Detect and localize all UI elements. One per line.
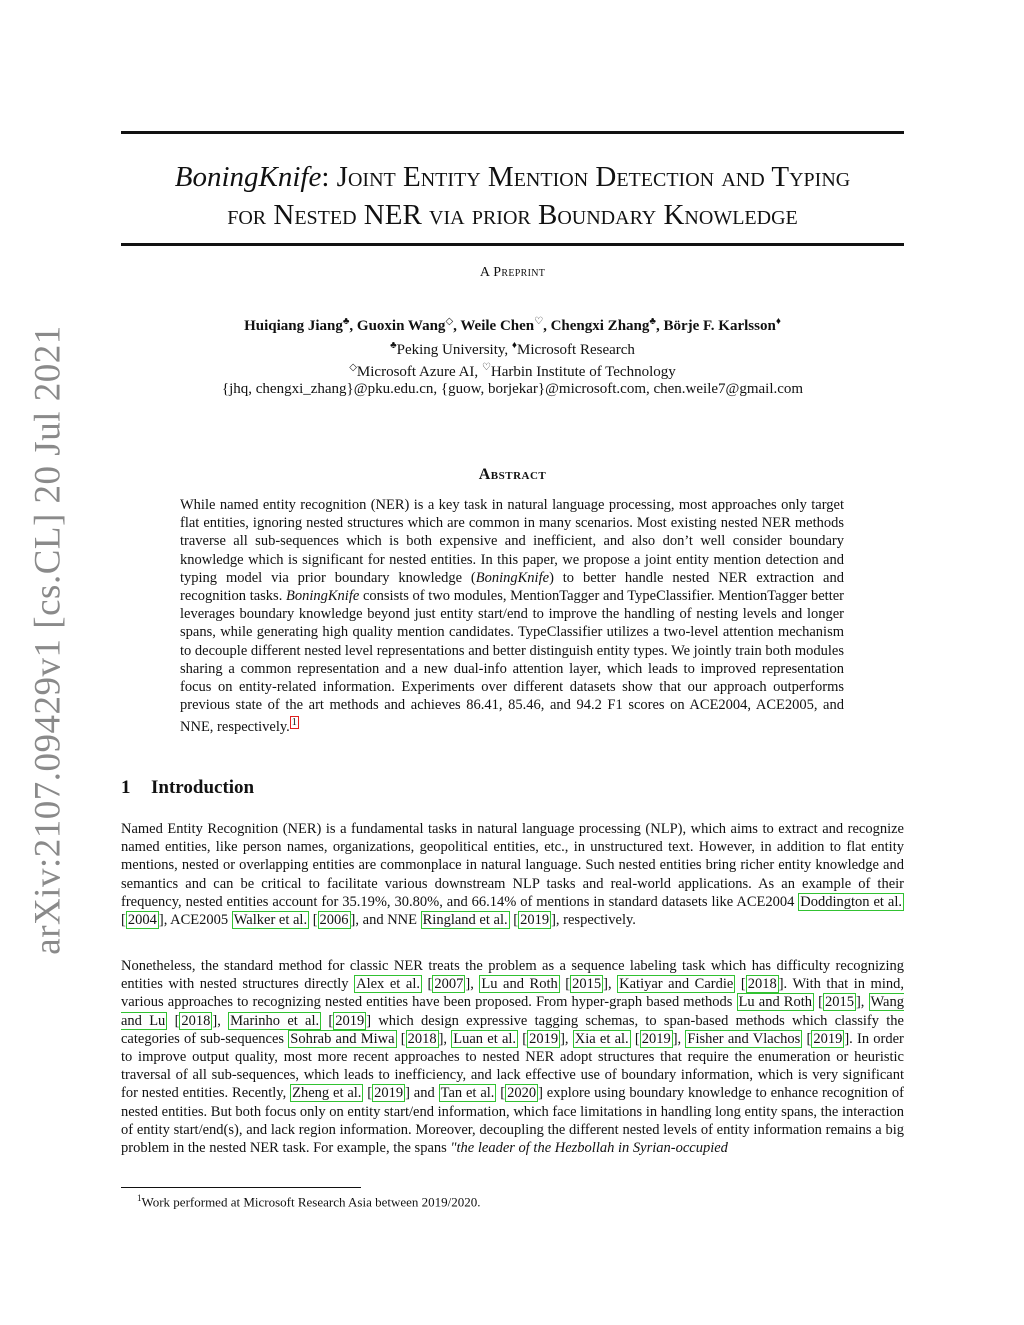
citation-link[interactable]: 2019 <box>529 1030 559 1047</box>
citation-link[interactable]: 2018 <box>747 976 777 993</box>
title-top-rule <box>121 131 904 134</box>
citation-link[interactable]: Katiyar and Cardie <box>619 976 734 993</box>
arxiv-sidebar-stamp: arXiv:2107.09429v1 [cs.CL] 20 Jul 2021 <box>27 325 69 955</box>
citation-link[interactable]: Zheng et al. <box>292 1085 362 1102</box>
footnote: $^1$Work performed at Microsoft Research Asia between 2019/2020. <box>137 1193 481 1210</box>
abstract-heading: Abstract <box>478 466 547 483</box>
author-name: Guoxin Wang <box>356 318 446 334</box>
author-list: Huiqiang Jiang♣, Guoxin Wang◇, Weile Chen♡, Chengxi Zhang♣, Börje F. Karlsson♦ <box>244 316 781 334</box>
citation-link[interactable]: Lu and Roth <box>481 976 558 993</box>
citation-link[interactable]: 2020 <box>507 1085 537 1102</box>
section-heading-introduction: 1 Introduction <box>121 777 255 798</box>
footnote-link[interactable]: 1 <box>291 717 297 729</box>
intro-paragraph-1: Named Entity Recognition (NER) is a fundamental tasks in natural language processing (NLP), which aims to extract and recognize named entities, like person names, organizations, geopolitical entities, etc., in unstructured text. However, in addition to flat entity mentions, nested or overlapping entities are commonplace in natural language. Such nested entities bring richer entity knowledge and semantics and can be critical to facilitate various downstream NLP tasks and real-world applications. As an example of their frequency, nested entities account for 35.19%, 30.80%, and 66.14% of mentions in standard datasets like ACE2004 Doddington et al. [ 2004 ], ACE2005 Walker et al. [ 2006 ], and NNE Ringland et al. [ 2019 ], respectively. <box>121 821 904 929</box>
citation-link[interactable]: Walker et al. <box>233 912 308 929</box>
citation-link[interactable]: Ringland et al. <box>422 912 508 929</box>
abstract-body: While named entity recognition (NER) is a key task in natural language processing, most approaches only target flat entities, ignoring nested structures which are common in many scenarios. Most existing nested NER methods traverse all sub-sequences which is both expensive and inefficient, and also don’t well consider boundary knowledge which is significant for nested entities. In this paper, we propose a joint entity mention detection and typing model via prior boundary knowledge (BoningKnife) to better handle nested NER extraction and recognition tasks. BoningKnife consists of two modules, MentionTagger and TypeClassifier. MentionTagger better leverages boundary knowledge beyond just entity start/end to improve the handling of nesting levels and longer spans, while generating high quality mention candidates. TypeClassifier utilizes a two-level attention mechanism to decouple different nested level representations and better distinguish entity types. We jointly train both modules sharing a common representation and a new dual-info attention layer, which leads to improved representation focus on entity-related information. Experiments over different datasets show that our approach outperforms previous state of the art methods and achieves 86.41, 85.46, and 94.2 F1 scores on ACE2004, ACE2005, and NNE, respectively. $^1$ <box>180 497 845 736</box>
citation-link[interactable]: Alex et al. <box>356 976 420 993</box>
title-bottom-rule <box>121 243 904 246</box>
intro-paragraph-2: Nonetheless, the standard method for classic NER treats the problem as a sequence labeling task which has difficulty recognizing entities with nested structures directly Alex et al. [ 2007 ], Lu and Roth [ 2015 ], Katiyar and Cardie [ 2018 ]. With that in mind, various approaches to recognizing nested entities have been proposed. From hyper-graph based methods Lu and Roth [ 2015 ], Wang and Lu [ 2018 ], Marinho et al. [ 2019 ] which design expressive tagging schemas, to span-based methods which classify the categories of sub-sequences Sohrab and Miwa [ 2018 ], Luan et al. [ 2019 ], Xia et al. [ 2019 ], Fisher and Vlachos [ 2019 ]. In order to improve output quality, most more recent approaches to nested NER adopt structures that require the enumeration or heuristic traversal of all sub-sequences, which leads to inefficiency, and lack effective use of boundary information, which is very significant for nested entities. Recently, Zheng et al. [ 2019 ] and Tan et al. [ 2020 ] explore using boundary knowledge to enhance recognition of nested entities. But both focus only on entity start/end information, which face limitations in handling long entity spans, the interaction of entity start/end(s), and lack region information. Moreover, decoupling the different nested levels of entity information remains a big problem in the nested NER task. For example, the spans "the leader of the Hezbollah in Syrian-occupied <box>121 958 904 1157</box>
citation-link[interactable]: 2019 <box>520 912 550 929</box>
citation-link[interactable]: 2019 <box>374 1085 404 1102</box>
citation-link[interactable]: Luan et al. <box>453 1030 517 1047</box>
preprint-label: A Preprint <box>479 265 546 280</box>
author-name: Huiqiang Jiang <box>244 318 343 334</box>
author-name: Börje F. Karlsson <box>663 318 776 334</box>
citation-link[interactable]: 2007 <box>434 976 464 993</box>
citation-link[interactable]: Marinho et al. <box>230 1012 320 1029</box>
affiliation-line-2: ◇Microsoft Azure AI, ♡Harbin Institute of Technology <box>349 362 676 380</box>
citation-link[interactable]: 2015 <box>572 976 602 993</box>
citation-link[interactable]: Wang and Lu <box>121 994 904 1029</box>
affiliation-line-1: ♣Peking University, ♦Microsoft Research <box>390 340 635 358</box>
citation-link[interactable]: 2019 <box>641 1030 671 1047</box>
citation-link[interactable]: Fisher and Vlachos <box>687 1030 801 1047</box>
citation-link[interactable]: 2004 <box>127 912 157 929</box>
citation-link[interactable]: Doddington et al. <box>800 893 902 910</box>
citation-link[interactable]: 2006 <box>319 912 349 929</box>
citation-link[interactable]: 2018 <box>407 1030 437 1047</box>
citation-link[interactable]: Lu and Roth <box>738 994 812 1011</box>
citation-link[interactable]: Tan et al. <box>440 1085 495 1102</box>
citation-link[interactable]: 2019 <box>813 1030 843 1047</box>
author-name: Chengxi Zhang <box>550 318 650 334</box>
citation-link[interactable]: Sohrab and Miwa <box>290 1030 395 1047</box>
citation-link[interactable]: 2019 <box>335 1012 365 1029</box>
author-emails: {jhq, chengxi_zhang}@pku.edu.cn, {guow, borjekar}@microsoft.com, chen.weile7@gmail.com <box>221 381 804 397</box>
author-name: Weile Chen <box>460 318 535 334</box>
citation-link[interactable]: 2015 <box>824 994 854 1011</box>
citation-link[interactable]: Xia et al. <box>574 1030 629 1047</box>
paper-title: BoningKnife: Joint Entity Mention Detection and Typing for Nested NER via prior Boundary Knowledge <box>174 161 851 231</box>
footnote-rule <box>121 1187 361 1188</box>
citation-link[interactable]: 2018 <box>181 1012 211 1029</box>
